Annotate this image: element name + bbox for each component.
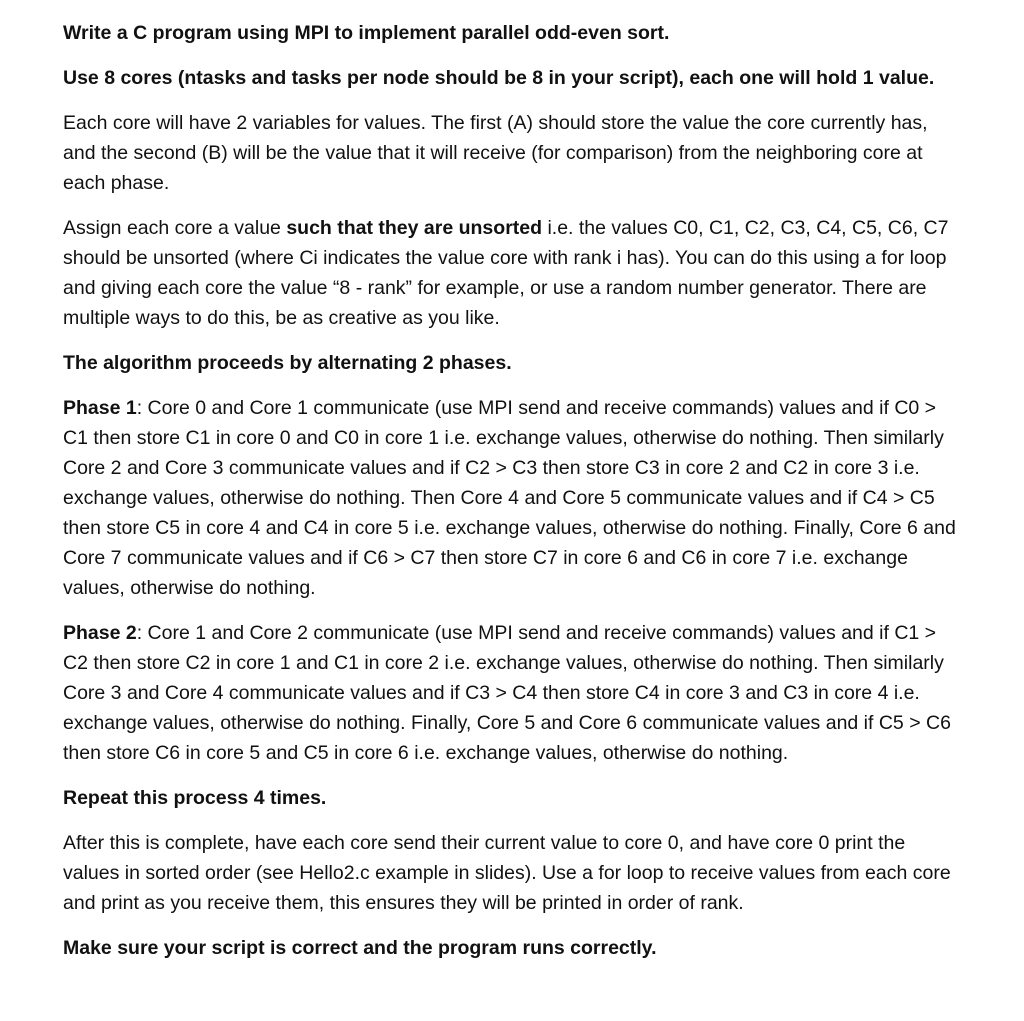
assign-prefix: Assign each core a value [63,217,287,239]
assignment-title: Write a C program using MPI to implement parallel odd-even sort. [63,22,670,44]
assign-emphasis: such that they are unsorted [286,217,543,239]
after-paragraph: After this is complete, have each core send their current value to core 0, and have core 0 print the values in sorted order (see Hello2.c example in slides). Use a for loop to receive values from each core and print as you receive them, this ensures they will be printed in order of rank. [63,832,951,914]
assign-paragraph [63,213,958,333]
cores-requirement: Use 8 cores (ntasks and tasks per node should be 8 in your script), each one will hold 1 value. [63,67,935,89]
phase2-paragraph [63,618,958,768]
assign-suffix: i.e. the values C0, C1, C2, C3, C4, C5, C6, C7 should be unsorted (where Ci indicates the value core with rank i has). You can do this using a for loop and giving each core the value “8 - rank” for example, or use a random number generator. There are multiple ways to do this, be as creative as you like. [63,217,949,329]
phase1-label: Phase 1 [63,397,137,419]
final-instruction: Make sure your script is correct and the program runs correctly. [63,937,657,959]
algorithm-heading: The algorithm proceeds by alternating 2 phases. [63,352,512,374]
variables-paragraph: Each core will have 2 variables for values. The first (A) should store the value the core currently has, and the second (B) will be the value that it will receive (for comparison) from the neighboring core at each phase. [63,112,928,194]
phase1-paragraph [63,393,958,603]
repeat-instruction: Repeat this process 4 times. [63,787,327,809]
assignment-document [63,18,958,978]
phase2-label: Phase 2 [63,622,137,644]
phase2-text: : Core 1 and Core 2 communicate (use MPI send and receive commands) values and if C1 > C2 then store C2 in core 1 and C1 in core 2 i.e. exchange values, otherwise do nothing. Then similarly Core 3 and Core 4 communicate values and if C3 > C4 then store C4 in core 3 and C3 in core 4 i.e. exchange values, otherwise do nothing. Finally, Core 5 and Core 6 communicate values and if C5 > C6 then store C6 in core 5 and C5 in core 6 i.e. exchange values, otherwise do nothing. [63,622,951,764]
phase1-text: : Core 0 and Core 1 communicate (use MPI send and receive commands) values and if C0 > C1 then store C1 in core 0 and C0 in core 1 i.e. exchange values, otherwise do nothing. Then similarly Core 2 and Core 3 communicate values and if C2 > C3 then store C3 in core 2 and C2 in core 3 i.e. exchange values, otherwise do nothing. Then Core 4 and Core 5 communicate values and if C4 > C5 then store C5 in core 4 and C4 in core 5 i.e. exchange values, otherwise do nothing. Finally, Core 6 and Core 7 communicate values and if C6 > C7 then store C7 in core 6 and C6 in core 7 i.e. exchange values, otherwise do nothing. [63,397,956,599]
